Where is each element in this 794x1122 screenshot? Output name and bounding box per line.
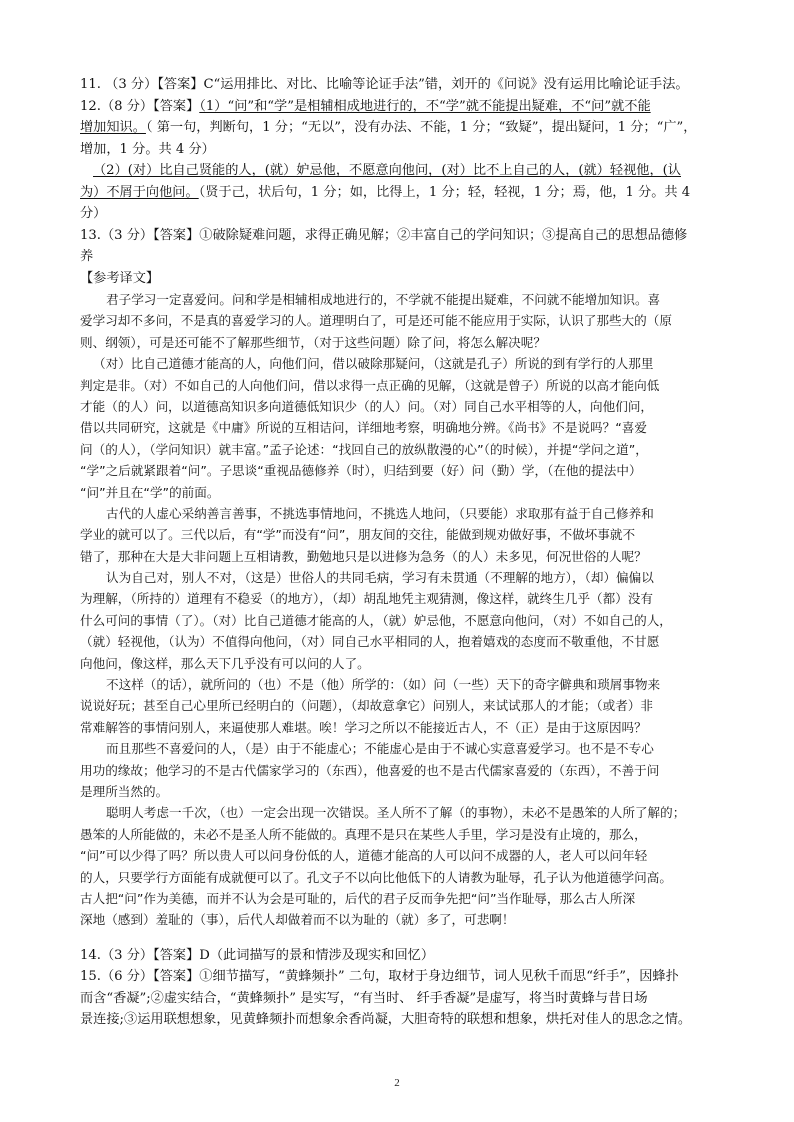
translation-line: 向他问，像这样，那么天下几乎没有可以问的人了。	[80, 655, 370, 671]
translation-line: 君子学习一定喜爱问。问和学是相辅相成地进行的，不学就不能提出疑难，不问就不能增加知识。喜	[106, 292, 661, 307]
reference-translation-title: 【参考译文】	[80, 270, 160, 286]
translation-line: 常难解答的事情问别人，来逼使那人难堪。唉！学习之所以不能接近古人，不（正）是由于这原因吗？	[80, 719, 647, 735]
translation-line: 则、纲领），可是还可能不了解那些细节，（对于这些问题）除了问，将怎么解决呢？	[80, 334, 546, 350]
q12-2-answer-line-2	[80, 182, 716, 204]
q13-answer-line-1: 13.（3 分）【答案】①破除疑难问题，求得正确见解；②丰富自己的学问知识；③提高自己的思想品德修	[80, 227, 688, 243]
translation-line: 为理解，（所持的）道理有不稳妥（的地方），（却）胡乱地凭主观猜测，像这样，就终生几乎（都）没有	[80, 591, 654, 607]
translation-line: 才能（的人）问，以道德高知识多向道德低知识少（的人）问。（对）同自己水平相等的人，向他们问，	[80, 398, 654, 414]
translation-line: 判定是非。（对）不如自己的人向他们问，借以求得一点正确的见解，（这就是曾子）所说的以高才能向低	[80, 377, 660, 393]
q12-underlined-answer: （1）“问”和“学”是相辅相成地进行的，不“学”就不能提出疑难，不“问”就不能	[199, 98, 651, 114]
q12-underlined-answer-cont: 增加知识。	[80, 120, 146, 135]
translation-line: 说说好玩；甚至自己心里所已经明白的（问题），（却故意拿它）问别人，来试试那人的才能；（或者）非	[80, 698, 654, 714]
translation-line: 不这样（的话），就所问的（也）不是（他）所学的：（如）问（一些）天下的奇字僻典和琐屑事物来	[106, 677, 661, 693]
section-gap	[80, 931, 716, 945]
q12-answer-line-2	[80, 117, 716, 139]
q12-2-underlined-answer-cont: 为）不屑于向他问。	[80, 184, 199, 200]
translation-line: “问”并且在“学”的前面。	[80, 484, 220, 500]
translation-line: 的人，只要学行方面能有成就便可以了。孔文子不以向比他低下的人请教为耻辱，孔子认为他道德学问高。	[80, 869, 672, 885]
q12-scoring-note: （ 第一句，判断句，1 分；“无以”，没有办法、不能，1 分；“致疑”，提出疑问，1 分；“广”，	[145, 120, 697, 135]
q12-answer-line-1	[80, 96, 716, 118]
translation-line: 是理所当然的。	[80, 783, 169, 799]
q15-answer-line-2: 而含“香凝”;②虚实结合，“黄蜂频扑” 是实写，“有当时、 纤手香凝”是虚写，将当时黄蜂与昔日场	[80, 990, 648, 1006]
translation-line: 借以共同研究，这就是《中庸》所说的互相诘问，详细地考察，明确地分辨。《尚书》不是说吗？“喜爱	[80, 420, 647, 436]
translation-line: 深地（感到）羞耻的（事），后代人却做着而不以为耻的（就）多了，可悲啊！	[80, 912, 515, 928]
translation-line: “学”之后就紧跟着“问”。子思谈“重视品德修养（时），归结到要（好）问（勤）学，（在他的提法中）	[80, 463, 642, 479]
q12-2-answer-line-1	[80, 160, 716, 182]
q14-answer: 14.（3 分）【答案】D（此词描写的景和情涉及现实和回忆）	[80, 947, 435, 963]
q12-2-underlined-answer: （2）(对）比自己贤能的人，(就）妒忌他，不愿意向他问，(对）比不上自己的人，(就）轻视他，(认	[93, 163, 681, 178]
translation-line: 问（的人），（学问知识）就丰富。”孟子论述：“找回自己的放纵散漫的心”（的时候），并提“学问之道”，	[80, 441, 648, 457]
translation-line: 什么可问的事情（了）。（对）比自己道德才能高的人，（就）妒忌他，不愿意向他问，（对）不如自己的人，	[80, 612, 672, 628]
translation-line: 而且那些不喜爱问的人，（是）由于不能虚心；不能虚心是由于不诚心实意喜爱学习。也不是不专心	[106, 741, 654, 757]
translation-line: 爱学习却不多问，不是真的喜爱学习的人。道理明白了，可是还可能不能应用于实际，认识了那些大的（原	[80, 313, 672, 329]
q12-answer-line-3: 增加，1 分。共 4 分）	[80, 141, 215, 157]
translation-line: “问”可以少得了吗？所以贵人可以问身份低的人，道德才能高的人可以问不成器的人，老人可以问年轻	[80, 848, 648, 864]
translation-line: 聪明人考虑一千次，（也）一定会出现一次错误。圣人所不了解（的事物），未必不是愚笨的人所了解的；	[106, 805, 686, 821]
translation-line: （对）比自己道德才能高的人，向他们问，借以破除那疑问，（这就是孔子）所说的到有学行的人那里	[93, 356, 654, 372]
q15-answer-line-3: 景连接;③运用联想想象，见黄蜂频扑而想象余香尚凝，大胆奇特的联想和想象，烘托对佳人的思念之情。	[80, 1012, 692, 1028]
translation-line: 错了，那种在大是大非问题上互相请教，勤勉地只是以进修为急务（的人）未多见，何况世俗的人呢？	[80, 548, 647, 564]
reference-translation	[80, 289, 716, 931]
translation-line: 古人把“问”作为美德，而并不认为会是可耻的，后代的君子反而争先把“问”当作耻辱，那么古人所深	[80, 890, 636, 906]
translation-line: 用功的缘故；他学习的不是古代儒家学习的（东西），他喜爱的也不是古代儒家喜爱的（东西），不善于问	[80, 762, 660, 778]
translation-line: 认为自己对，别人不对，（这是）世俗人的共同毛病，学习有未贯通（不理解的地方），（却）偏偏以	[106, 570, 654, 586]
q12-2-scoring-note: （贤于己，状后句，1 分；如，比得上，1 分；轻，轻视，1 分；焉，他，1 分。共 4	[198, 184, 691, 200]
answer-content	[80, 74, 716, 1031]
q15-answer-line-1: 15.（6 分）【答案】①细节描写，“黄蜂频扑” 二句，取材于身边细节，词人见秋千而思“纤手”，因蜂扑	[80, 969, 679, 985]
q11-answer: 11. （3 分）【答案】C“运用排比、对比、比喻等论证手法”错，刘开的《问说》没有运用比喻论证手法。	[80, 77, 689, 92]
translation-line: 学业的就可以了。三代以后，有“学”而没有“问”，朋友间的交往，能做到规劝做好事，不做坏事就不	[80, 527, 636, 543]
translation-line: （就）轻视他，（认为）不值得向他问，（对）同自己水平相同的人，抱着嬉戏的态度而不敬重他，不甘愿	[80, 634, 660, 650]
translation-line: 古代的人虚心采纳善言善事，不挑选事情地问，不挑选人地问，（只要能）求取那有益于自己修养和	[106, 505, 654, 521]
q12-2-answer-line-3: 分）	[80, 206, 107, 221]
q13-answer-line-2: 养	[80, 249, 94, 264]
translation-line: 愚笨的人所能做的，未必不是圣人所不能做的。真理不是只在某些人手里，学习是没有止境的，那么，	[80, 826, 647, 842]
page-number: 2	[394, 1077, 400, 1089]
q12-label: 12.（8 分）【答案】	[80, 98, 200, 114]
